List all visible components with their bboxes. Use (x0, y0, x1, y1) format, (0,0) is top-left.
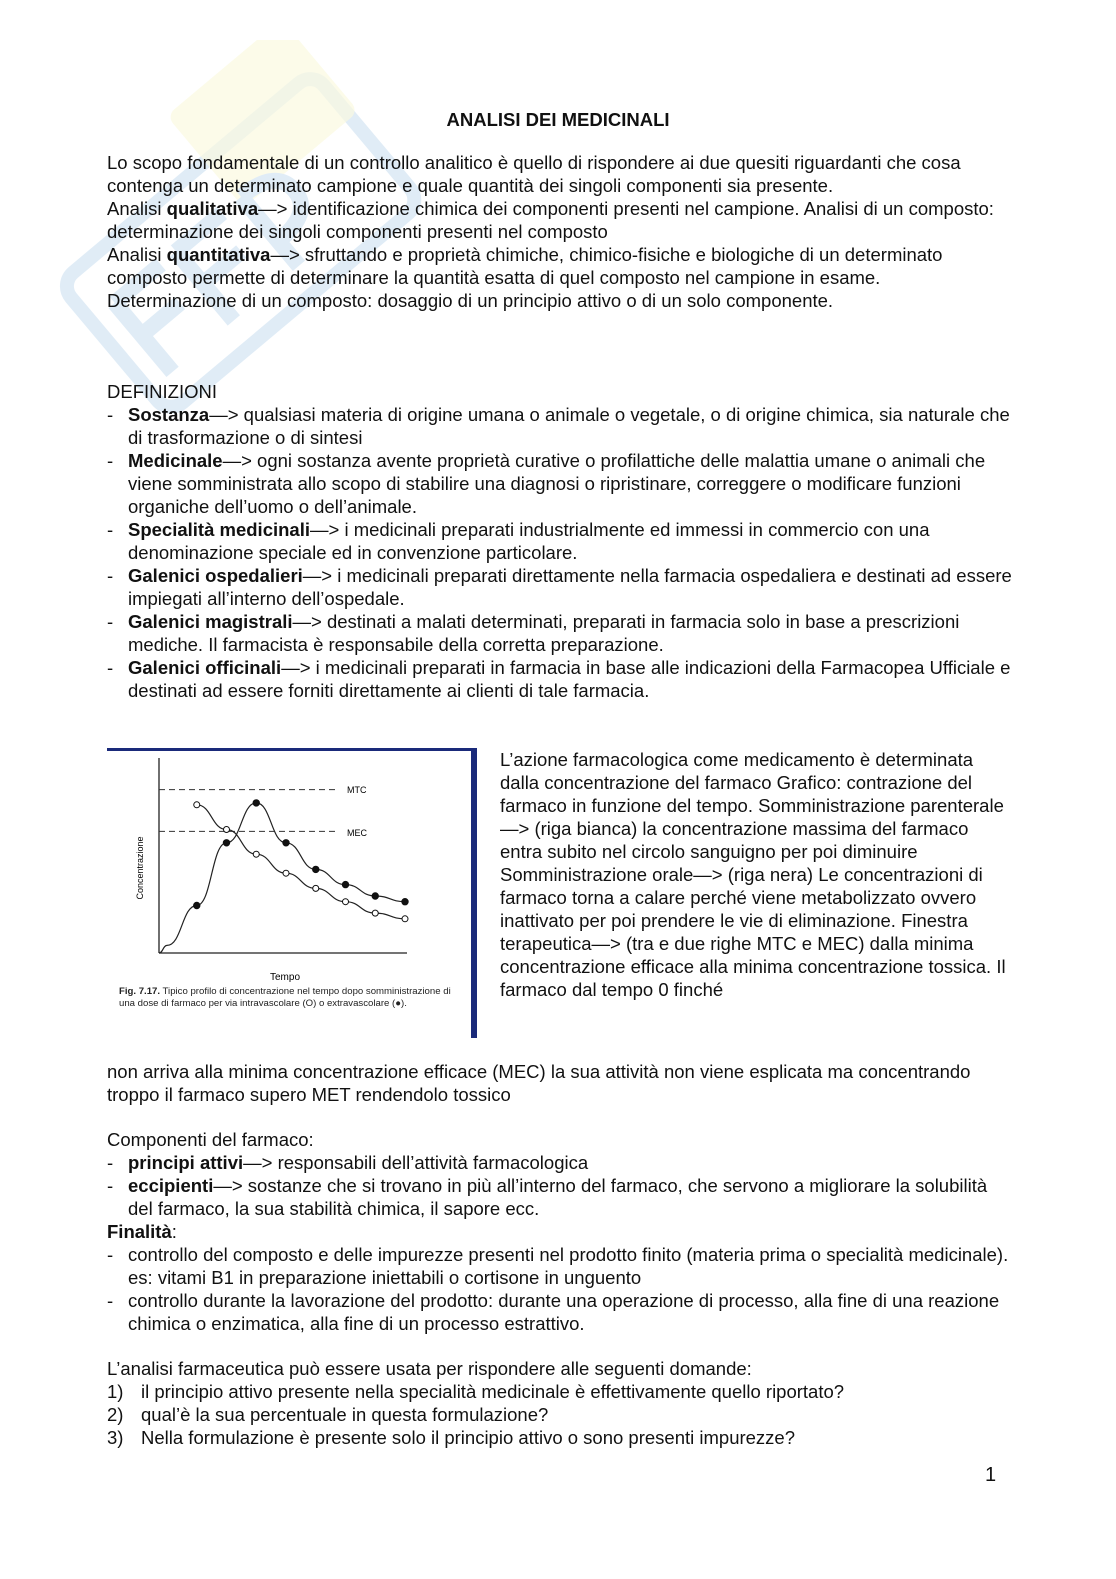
data-point-filled (253, 800, 259, 806)
caption-text: Tipico profilo di concentrazione nel tempo dopo somministrazione di una dose di farmaco per via intravascolare (O) o extravascolare (●). (119, 986, 451, 1009)
component-term: eccipienti (128, 1175, 214, 1196)
questions-list (107, 1380, 1012, 1449)
question-text: il principio attivo presente nella specialità medicinale è effettivamente quello riportato? (141, 1381, 845, 1402)
quant-term: quantitativa (166, 244, 271, 265)
data-point-filled (283, 840, 289, 846)
definitions-list (107, 403, 1012, 702)
list-item (107, 449, 1012, 518)
x-axis-label: Tempo (269, 972, 301, 983)
page-title: ANALISI DEI MEDICINALI (446, 109, 670, 130)
definitions-heading: DEFINIZIONI (107, 381, 217, 402)
figure-right-border (471, 748, 477, 1038)
list-item (107, 564, 1012, 610)
definition-term: Galenici magistrali (128, 611, 293, 632)
list-item (107, 610, 1012, 656)
data-point-open (194, 802, 200, 808)
series-line-intravascular (197, 805, 405, 919)
data-point-filled (372, 893, 378, 899)
definition-text: —> destinati a malati determinati, preparati in farmacia solo in base a prescrizioni mediche. Il farmacista è responsabile della corretta preparazione. (128, 611, 960, 655)
component-text: —> sostanze che si trovano in più all’interno del farmaco, che servono a migliorare la solubilità del farmaco, la sua stabilità chimica, il sapore ecc. (128, 1175, 988, 1219)
definitions-section (107, 380, 1012, 702)
mec-label: MEC (347, 828, 367, 838)
list-item (107, 1380, 1012, 1403)
figure-caption (119, 986, 464, 1009)
figure-top-border (107, 748, 477, 751)
data-point-open (224, 827, 230, 833)
data-point-filled (194, 902, 200, 908)
definition-term: Galenici ospedalieri (128, 565, 303, 586)
intro-paragraph: Lo scopo fondamentale di un controllo analitico è quello di rispondere ai due quesiti riguardanti che cosa contenga un determinato campione e quale quantità dei singoli componenti sia presente. (107, 152, 961, 196)
figure-continuation: non arriva alla minima concentrazione efficace (MEC) la sua attività non viene esplicata ma concentrando troppo il farmaco supero MET rendendolo tossico (107, 1061, 971, 1105)
data-point-filled (402, 899, 408, 905)
concentration-chart (107, 748, 477, 1038)
quant-text: —> sfruttando e proprietà chimiche, chimico-fisiche e biologiche di un determinato composto permette di determinare la quantità esatta di quel composto nel campione in esame. Determinazione di un composto: dosaggio di un principio attivo o di un solo componente. (107, 244, 943, 311)
finalita-heading (107, 1220, 1012, 1243)
list-item (107, 1151, 1012, 1174)
page-number: 1 (985, 1464, 997, 1486)
question-number: 1) (107, 1381, 124, 1402)
data-point-filled (342, 881, 348, 887)
questions-section (107, 1357, 1012, 1449)
list-item (107, 518, 1012, 564)
definition-term: Specialità medicinali (128, 519, 310, 540)
definition-text: —> i medicinali preparati direttamente nella farmacia ospedaliera e destinati ad essere impiegati all’interno dell’ospedale. (128, 565, 1012, 609)
finalita-term: Finalità (107, 1221, 172, 1242)
definition-text: —> qualsiasi materia di origine umana o animale o vegetale, o di origine chimica, sia naturale che di trasformazione o di sintesi (128, 404, 1010, 448)
question-number: 2) (107, 1404, 124, 1425)
definition-term: Medicinale (128, 450, 223, 471)
list-item (107, 1426, 1012, 1449)
y-axis-label: Concentrazione (135, 836, 145, 900)
finalita-colon: : (171, 1221, 177, 1242)
component-term: principi attivi (128, 1152, 244, 1173)
question-text: Nella formulazione è presente solo il principio attivo o sono presenti impurezze? (141, 1427, 796, 1448)
data-point-open (343, 899, 349, 905)
definition-term: Galenici officinali (128, 657, 282, 678)
data-point-filled (223, 840, 229, 846)
data-point-filled (313, 866, 319, 872)
data-point-open (372, 910, 378, 916)
question-text: qual’è la sua percentuale in questa formulazione? (141, 1404, 549, 1425)
list-item (107, 656, 1012, 702)
component-text: —> responsabili dell’attività farmacologica (243, 1152, 589, 1173)
figure-description: L’azione farmacologica come medicamento è determinata dalla concentrazione del farmaco Grafico: contrazione del farmaco in funzione del tempo. Somministrazione parenterale—> (riga bianca) la concentrazione massima del farmaco entra subito nel circolo sanguigno per poi diminuire Somministrazione orale—> (riga nera) Le concentrazioni di farmaco torna a calare perché viene metabolizzato ovvero inattivato per poi prendere le vie di eliminazione. Finestra terapeutica—> (tra e due righe MTC e MEC) dalla minima concentrazione efficace alla minima concentrazione tossica. Il farmaco dal tempo 0 finché (500, 749, 1006, 1000)
series-line-extravascular (159, 803, 405, 953)
components-section (107, 1128, 1012, 1335)
qual-prefix: Analisi (107, 198, 167, 219)
data-point-open (253, 851, 259, 857)
definition-term: Sostanza (128, 404, 210, 425)
list-item: - controllo durante la lavorazione del prodotto: durante una operazione di processo, alla fine di una reazione chimica o enzimatica, alla fine di un processo estrattivo. (107, 1289, 1012, 1335)
questions-intro: L’analisi farmaceutica può essere usata per rispondere alle seguenti domande: (107, 1358, 752, 1379)
definition-text: —> i medicinali preparati industrialmente ed immessi in commercio con una denominazione speciale ed in convenzione particolare. (128, 519, 930, 563)
quantitative-paragraph (107, 243, 1012, 312)
mtc-label: MTC (347, 785, 367, 795)
qual-text: —> identificazione chimica dei componenti presenti nel campione. Analisi di un composto: determinazione dei singoli componenti presenti nel composto (107, 198, 994, 242)
qual-term: qualitativa (166, 198, 259, 219)
components-heading: Componenti del farmaco: (107, 1129, 314, 1150)
definition-text: —> ogni sostanza avente proprietà curative o profilattiche delle malattia umane o animali che viene somministrata allo scopo di stabilire una diagnosi o ripristinare, correggere o modificare funzioni organiche dell’uomo o dell’animale. (128, 450, 986, 517)
data-point-open (283, 870, 289, 876)
list-item (107, 1174, 1012, 1220)
data-point-open (313, 885, 319, 891)
intro-section (107, 151, 1012, 312)
list-item: - controllo del composto e delle impurezze presenti nel prodotto finito (materia prima o specialità medicinale). es: vitami B1 in preparazione iniettabili o cortisone in unguento (107, 1243, 1012, 1289)
list-item (107, 403, 1012, 449)
components-list (107, 1151, 1012, 1220)
question-number: 3) (107, 1427, 124, 1448)
data-point-open (402, 916, 408, 922)
list-item (107, 1403, 1012, 1426)
qualitative-paragraph (107, 197, 1012, 243)
caption-label: Fig. 7.17. (119, 986, 161, 997)
definition-text: —> i medicinali preparati in farmacia in base alle indicazioni della Farmacopea Ufficiale e destinati ad essere forniti direttamente ai clienti di tale farmacia. (128, 657, 1011, 701)
finalita-list (107, 1243, 1012, 1335)
quant-prefix: Analisi (107, 244, 167, 265)
